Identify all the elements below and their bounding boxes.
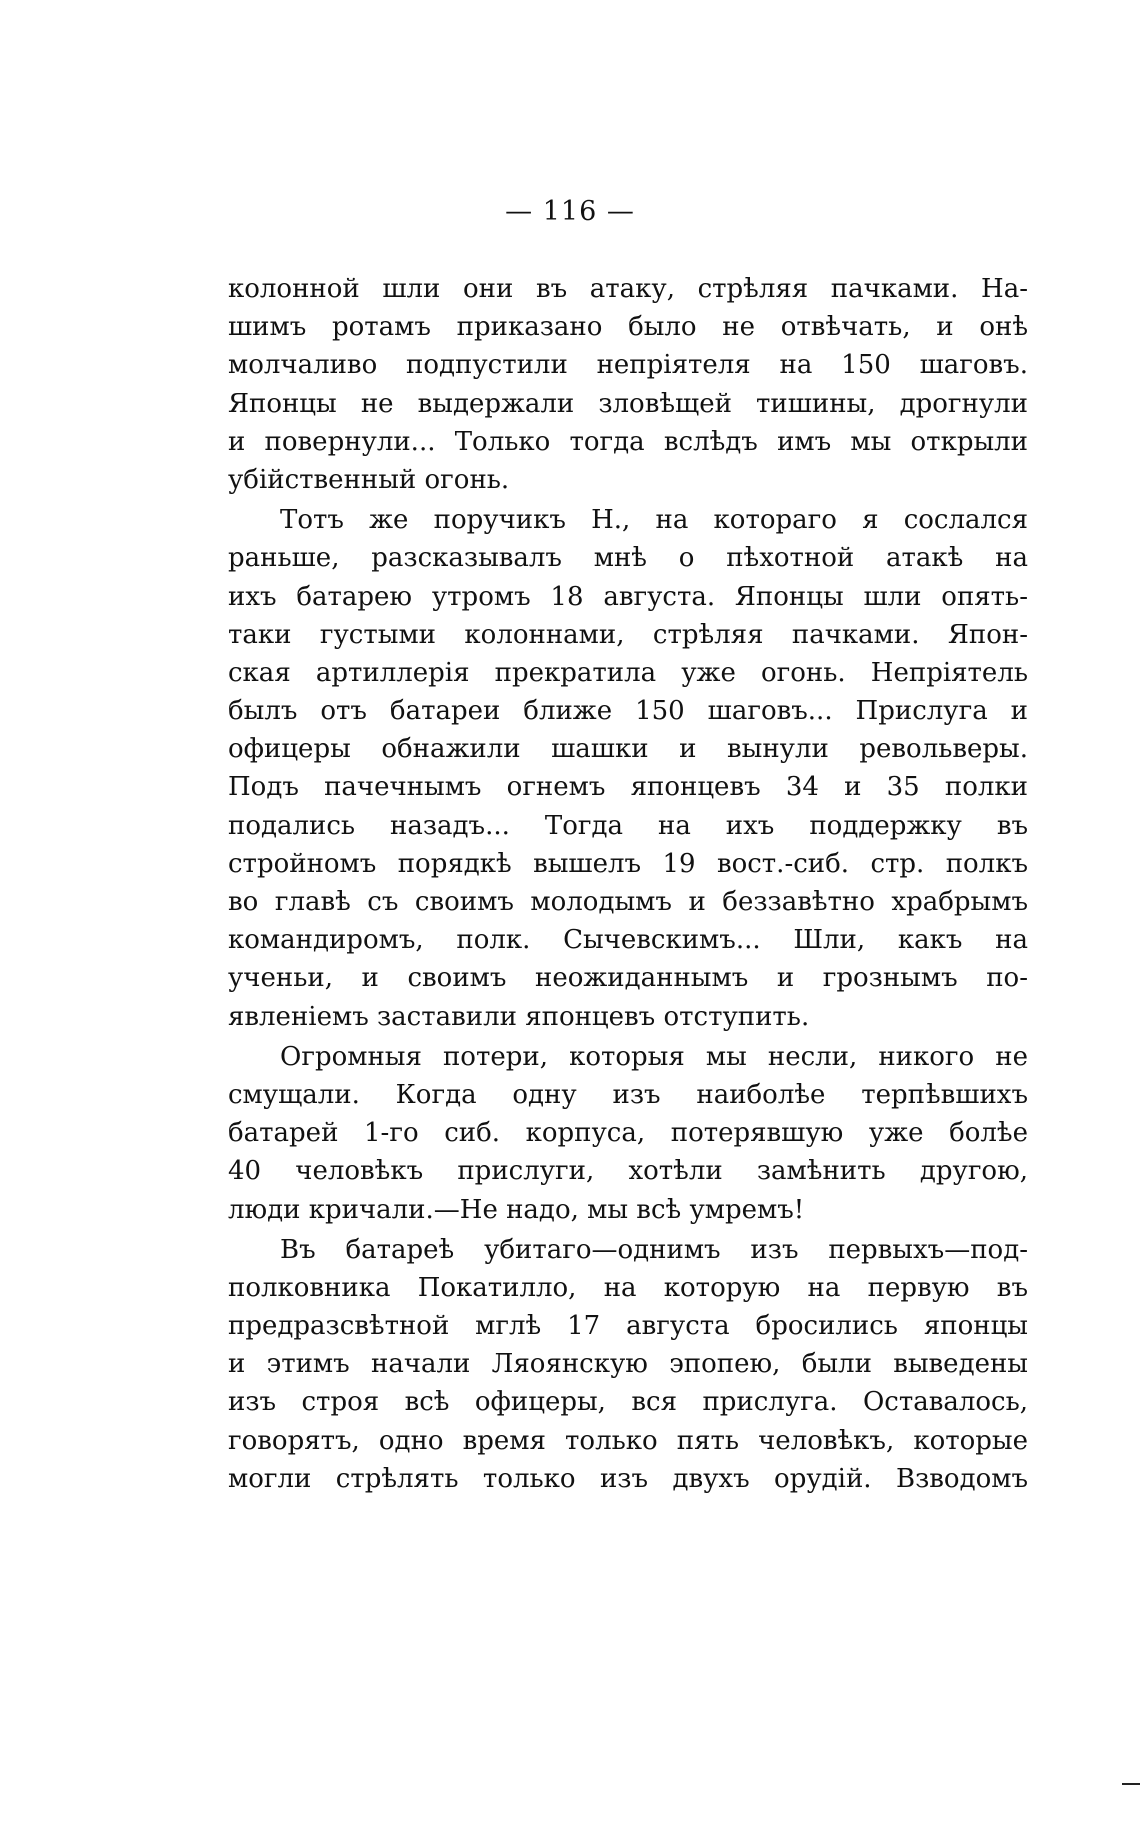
text-line: явленіемъ заставили японцевъ отступить. <box>228 1001 810 1032</box>
text-line: изъ строя всѣ офицеры, вся прислуга. Оставалось, <box>228 1387 1028 1418</box>
text-line: стройномъ порядкѣ вышелъ 19 вост.-сиб. стр. полкъ <box>228 848 1028 879</box>
text-line: ская артиллерія прекратила уже огонь. Непріятель <box>228 657 1028 688</box>
text-line: колонной шли они въ атаку, стрѣляя пачками. На- <box>228 274 1028 304</box>
text-line: и этимъ начали Ляоянскую эпопею, были выведены <box>228 1349 1028 1380</box>
edge-mark <box>1122 1783 1140 1785</box>
text-line: командиромъ, полк. Сычевскимъ... Шли, какъ на <box>228 925 1028 956</box>
text-line: молчаливо подпустили непріятеля на 150 шаговъ. <box>228 350 1028 381</box>
text-line: смущали. Когда одну изъ наиболѣе терпѣвшихъ <box>228 1079 1028 1110</box>
text-line: люди кричали.—Не надо, мы всѣ умремъ! <box>228 1194 805 1225</box>
text-line: батарей 1-го сиб. корпуса, потерявшую уже болѣе <box>228 1118 1028 1149</box>
text-line: убійственный огонь. <box>228 464 510 495</box>
body-text <box>228 270 1028 1498</box>
text-line: полковника Покатилло, на которую на первую въ <box>228 1272 1028 1303</box>
page-number: — 116 — <box>505 196 635 227</box>
text-line: Въ батареѣ убитаго—однимъ изъ первыхъ—под- <box>280 1234 1028 1265</box>
text-line: могли стрѣлять только изъ двухъ орудій. Взводомъ <box>228 1463 1028 1494</box>
text-line: Японцы не выдержали зловѣщей тишины, дрогнули <box>228 388 1028 419</box>
text-line: ихъ батарею утромъ 18 августа. Японцы шли опять- <box>228 581 1028 612</box>
text-line: таки густыми колоннами, стрѣляя пачками. Япон- <box>228 619 1028 650</box>
text-line: Огромныя потери, которыя мы несли, никого не <box>280 1041 1028 1072</box>
text-line: и повернули... Только тогда вслѣдъ имъ мы открыли <box>228 426 1028 457</box>
text-line: Тотъ же поручикъ Н., на котораго я сослался <box>280 505 1028 536</box>
text-line: шимъ ротамъ приказано было не отвѣчать, и онѣ <box>228 312 1028 343</box>
text-line: былъ отъ батареи ближе 150 шаговъ... Прислуга и <box>228 696 1028 727</box>
text-line: 40 человѣкъ прислуги, хотѣли замѣнить другою, <box>228 1156 1028 1187</box>
text-line: предразсвѣтной мглѣ 17 августа бросились японцы <box>228 1311 1028 1342</box>
text-line: подались назадъ... Тогда на ихъ поддержку въ <box>228 810 1028 841</box>
text-line: офицеры обнажили шашки и вынули револьверы. <box>228 734 1028 765</box>
text-line: раньше, разсказывалъ мнѣ о пѣхотной атакѣ на <box>228 543 1028 574</box>
text-line: во главѣ съ своимъ молодымъ и беззавѣтно храбрымъ <box>228 887 1028 917</box>
text-line: ученьи, и своимъ неожиданнымъ и грознымъ по- <box>228 963 1028 994</box>
text-line: Подъ пачечнымъ огнемъ японцевъ 34 и 35 полки <box>228 772 1028 803</box>
text-line: говорятъ, одно время только пять человѣкъ, которые <box>228 1425 1028 1456</box>
